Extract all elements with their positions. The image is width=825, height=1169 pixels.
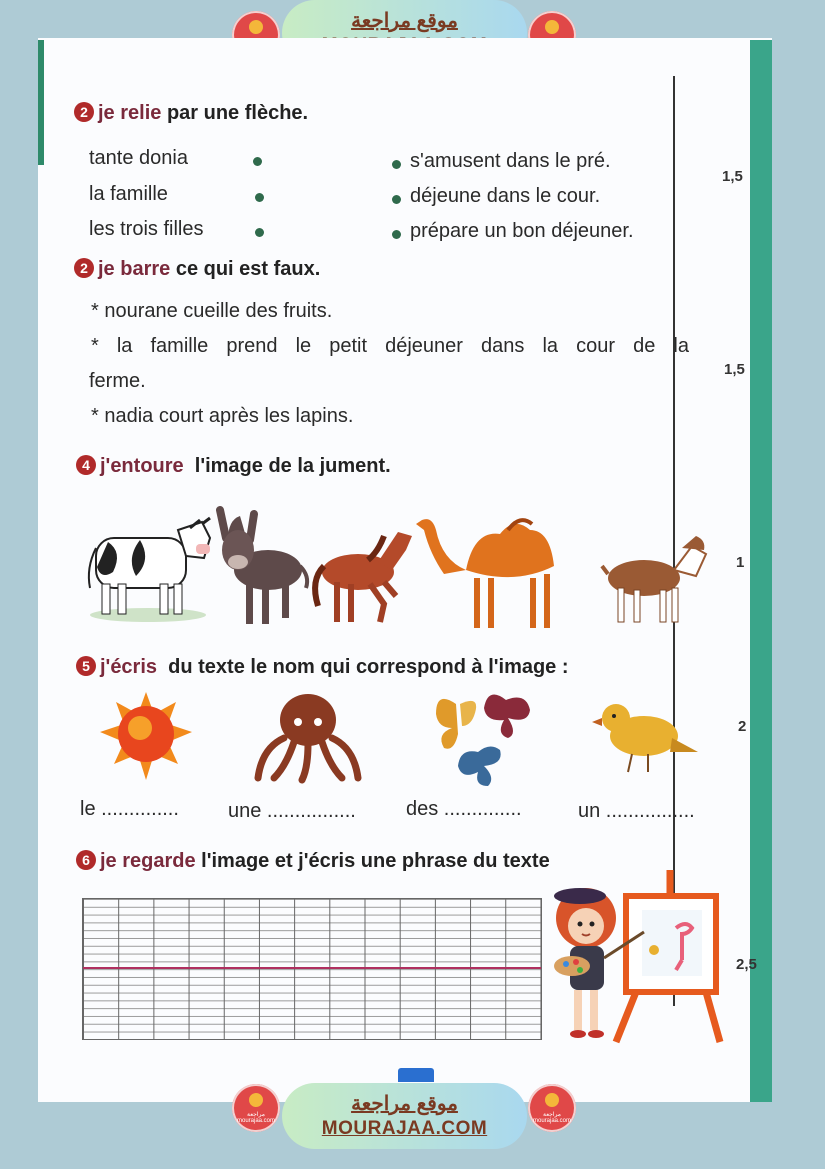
score-label: 2: [738, 718, 747, 735]
question-1-title: 2 je relie par une flèche.: [74, 102, 308, 125]
match-left-item: les trois filles: [89, 218, 204, 240]
mourajaa-logo-icon: مراجعة mourajaa.com: [232, 1084, 280, 1132]
page-edge-left: [38, 40, 44, 165]
match-dot-right[interactable]: [392, 230, 401, 239]
match-left-item: tante donia: [89, 147, 188, 169]
question-5-title: 5 j'écris du texte le nom qui correspond à l'image :: [76, 656, 569, 679]
question-number-badge: 6: [76, 850, 96, 870]
question-number-badge: 2: [74, 258, 94, 278]
match-dot-left[interactable]: [255, 193, 264, 202]
question-verb: je regarde: [100, 850, 196, 872]
goat-icon[interactable]: [602, 536, 706, 622]
match-dot-left[interactable]: [255, 228, 264, 237]
mourajaa-logo-icon: مراجعة mourajaa.com: [528, 1084, 576, 1132]
question-2-title: 2 je barre ce qui est faux.: [74, 258, 320, 281]
site-badge[interactable]: [282, 1083, 527, 1149]
match-dot-right[interactable]: [392, 160, 401, 169]
page-number-tab: [398, 1068, 434, 1082]
animals-row: [78, 500, 718, 640]
cow-icon[interactable]: [89, 518, 210, 622]
question-4-title: 4 j'entoure l'image de la jument.: [76, 455, 391, 478]
octopus-icon: [258, 694, 358, 780]
match-dot-right[interactable]: [392, 195, 401, 204]
score-label: 1: [736, 554, 745, 571]
pictures-row: [96, 688, 706, 788]
question-verb: je barre: [98, 258, 171, 280]
answer-blank[interactable]: une ................: [228, 800, 356, 822]
match-right-item: prépare un bon déjeuner.: [410, 220, 634, 242]
sun-icon: [100, 692, 192, 780]
answer-blank[interactable]: un ................: [578, 800, 695, 822]
statement-line[interactable]: * la famille prend le petit déjeuner dans la cour de la: [91, 335, 689, 357]
match-right-item: s'amusent dans le pré.: [410, 150, 611, 172]
camel-icon[interactable]: [416, 519, 554, 628]
score-label: 1,5: [724, 361, 745, 378]
bird-icon: [592, 704, 698, 772]
site-name-arabic: موقع مراجعة: [351, 10, 458, 32]
girl-painting-icon: [544, 870, 724, 1045]
site-name-arabic: موقع مراجعة: [351, 1093, 458, 1115]
question-verb: je relie: [98, 102, 162, 124]
butterflies-icon: [436, 695, 530, 786]
match-dot-left[interactable]: [253, 157, 262, 166]
donkey-icon[interactable]: [220, 510, 307, 624]
question-number-badge: 5: [76, 656, 96, 676]
match-right-item: déjeune dans le cour.: [410, 185, 601, 207]
answer-blank[interactable]: des ..............: [406, 798, 522, 820]
question-verb: j'entoure: [100, 455, 184, 477]
writing-grid[interactable]: [82, 898, 542, 1040]
question-number-badge: 4: [76, 455, 96, 475]
match-left-item: la famille: [89, 183, 168, 205]
bottom-banner: [0, 1082, 825, 1152]
question-number-badge: 2: [74, 102, 94, 122]
statement-line[interactable]: * nourane cueille des fruits.: [91, 300, 333, 322]
site-name-latin: MOURAJAA.COM: [321, 1118, 488, 1139]
score-label: 2,5: [736, 956, 757, 973]
question-6-title: 6 je regarde l'image et j'écris une phrase du texte: [76, 850, 550, 873]
horse-icon[interactable]: [315, 532, 412, 622]
score-label: 1,5: [722, 168, 743, 185]
page-edge-right: [750, 40, 772, 1102]
baseline-red-line: [83, 967, 541, 969]
statement-line[interactable]: * nadia court après les lapins.: [91, 405, 354, 427]
statement-line: ferme.: [89, 370, 146, 392]
question-verb: j'écris: [100, 656, 158, 678]
answer-blank[interactable]: le ..............: [80, 798, 179, 820]
